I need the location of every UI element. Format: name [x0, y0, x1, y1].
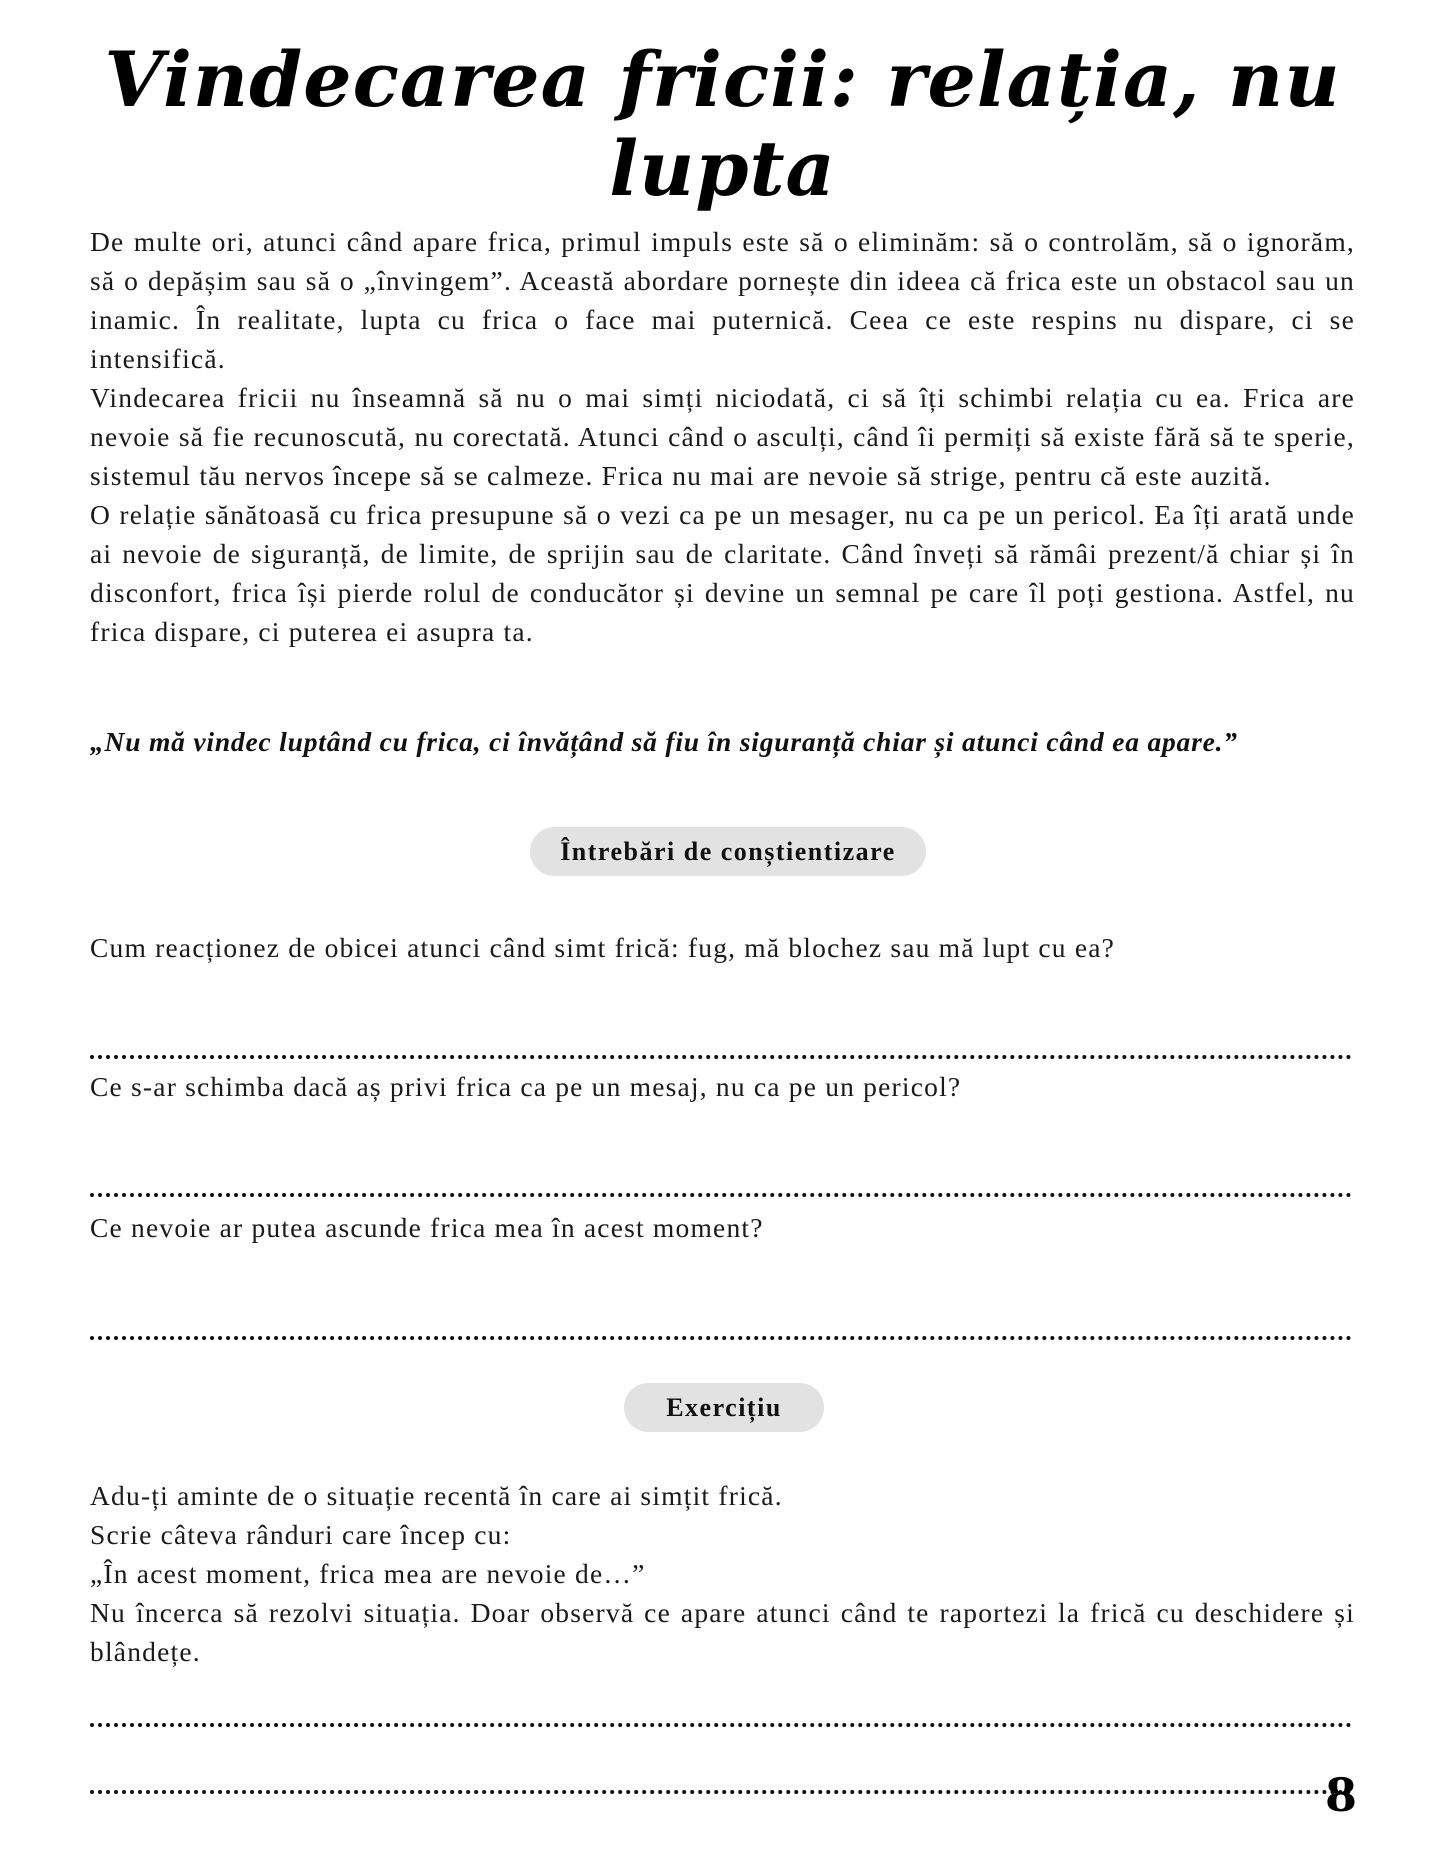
intro-text: [90, 222, 1355, 651]
answer-line[interactable]: [90, 1336, 1352, 1340]
answer-line[interactable]: [90, 1193, 1352, 1197]
intro-paragraph: Vindecarea fricii nu înseamnă să nu o mai simți niciodată, ci să îți schimbi relația cu ea. Frica are nevoie să fie recunoscută, nu corectată. Atunci când o asculți, când îi permiți să existe fără să te sperie, sistemul tău nervos începe să se calmeze. Frica nu mai are nevoie să strige, pentru că este auzită.: [90, 382, 1355, 491]
page-number: 8: [1324, 1768, 1357, 1822]
affirmation-quote: „Nu mă vindec luptând cu frica, ci învățând să fiu în siguranță chiar și atunci când ea apare.”: [90, 726, 1238, 757]
writing-line[interactable]: [90, 1723, 1352, 1727]
awareness-section-heading: Întrebări de conștientizare: [530, 827, 926, 876]
awareness-question: Ce s-ar schimba dacă aș privi frica ca pe un mesaj, nu ca pe un pericol?: [90, 1071, 962, 1102]
awareness-question: Ce nevoie ar putea ascunde frica mea în acest moment?: [90, 1212, 764, 1243]
intro-paragraph: O relație sănătoasă cu frica presupune să o vezi ca pe un mesager, nu ca pe un pericol. Ea îți arată unde ai nevoie de siguranță, de limite, de sprijin sau de claritate. Când înveți să rămâi prezent/ă chiar și în disconfort, frica își pierde rolul de conducător și devine un semnal pe care îl poți gestiona. Astfel, nu frica dispare, ci puterea ei asupra ta.: [90, 499, 1355, 647]
answer-line[interactable]: [90, 1055, 1352, 1059]
writing-line[interactable]: [90, 1790, 1352, 1794]
awareness-question: Cum reacționez de obicei atunci când simt frică: fug, mă blochez sau mă lupt cu ea?: [90, 932, 1116, 963]
exercise-instructions: [90, 1476, 1355, 1671]
exercise-section-heading: Exercițiu: [624, 1383, 824, 1432]
exercise-line: Scrie câteva rânduri care încep cu:: [90, 1519, 512, 1550]
exercise-line: Adu-ți aminte de o situație recentă în care ai simțit frică.: [90, 1480, 783, 1511]
exercise-line: „În acest moment, frica mea are nevoie de…”: [90, 1558, 646, 1589]
intro-paragraph: De multe ori, atunci când apare frica, primul impuls este să o eliminăm: să o controlăm, să o ignorăm, să o depășim sau să o „învingem”. Această abordare pornește din ideea că frica este un obstacol sau un inamic. În realitate, lupta cu frica o face mai puternică. Ceea ce este respins nu dispare, ci se intensifică.: [90, 226, 1355, 374]
exercise-line: Nu încerca să rezolvi situația. Doar observă ce apare atunci când te raportezi la frică cu deschidere și blândețe.: [90, 1597, 1355, 1667]
page-title: Vindecarea fricii: relația, nu lupta: [104, 35, 1341, 213]
